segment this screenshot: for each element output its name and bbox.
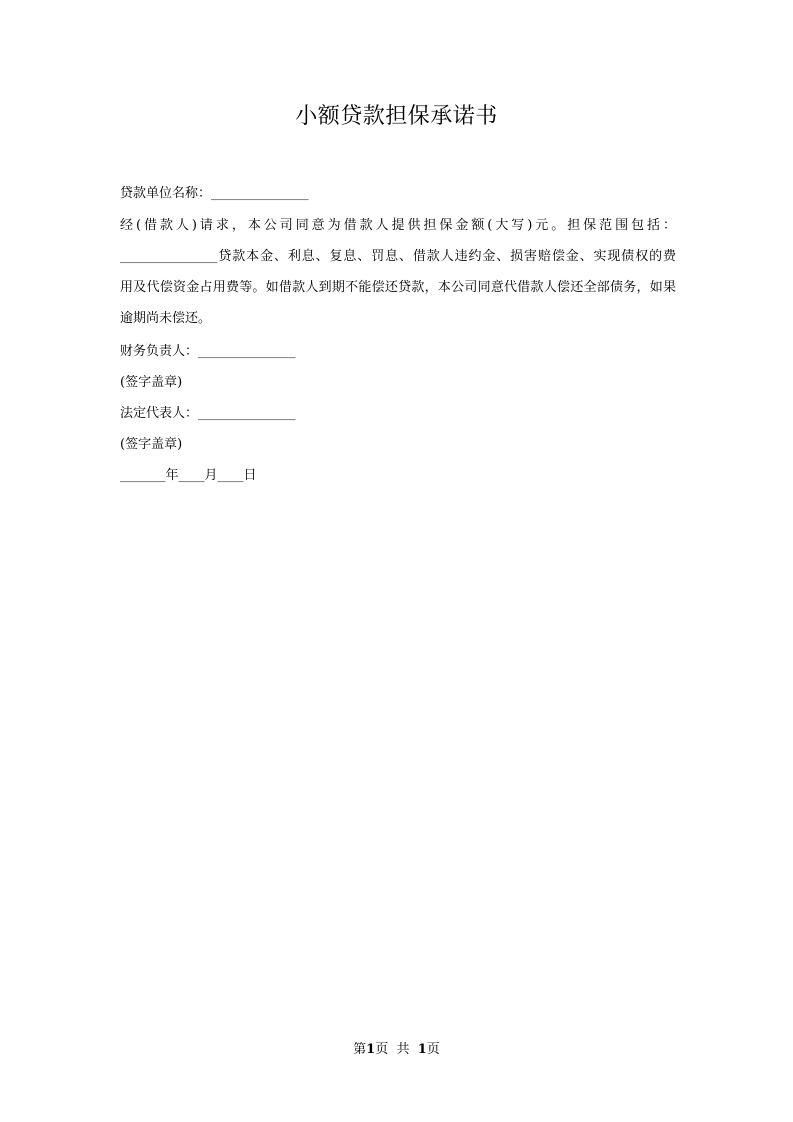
paragraph-line-3: 用及代偿资金占用费等。如借款人到期不能偿还贷款，本公司同意代借款人偿还全部债务，如果 xyxy=(120,280,676,295)
guarantee-paragraph xyxy=(120,210,676,334)
document-title: 小额贷款担保承诺书 xyxy=(295,104,498,129)
page-footer xyxy=(0,1040,793,1060)
date-line: _______年____月____日 xyxy=(120,468,257,483)
sign-seal-note-2: (签字盖章) xyxy=(120,437,183,452)
finance-manager-line: 财务负责人：_______________ xyxy=(120,344,296,359)
total-prefix: 共 xyxy=(396,1042,410,1057)
page-total: 1 xyxy=(417,1042,427,1057)
paragraph-line-2: _______________贷款本金、利息、复息、罚息、借款人违约金、损害赔偿金、实现债权的费 xyxy=(120,249,676,264)
sign-seal-note-1: (签字盖章) xyxy=(120,375,183,390)
paragraph-line-4: 逾期尚未偿还。 xyxy=(120,311,212,326)
page-current: 1 xyxy=(366,1042,376,1057)
page-prefix: 第 xyxy=(353,1042,367,1057)
paragraph-line-1: 经(借款人)请求，本公司同意为借款人提供担保金额(大写)元。担保范围包括： xyxy=(120,218,676,233)
total-suffix: 页 xyxy=(426,1042,440,1057)
page-suffix: 页 xyxy=(375,1042,389,1057)
loan-unit-line: 贷款单位名称：_______________ xyxy=(120,186,309,201)
legal-representative-line: 法定代表人：_______________ xyxy=(120,406,296,421)
